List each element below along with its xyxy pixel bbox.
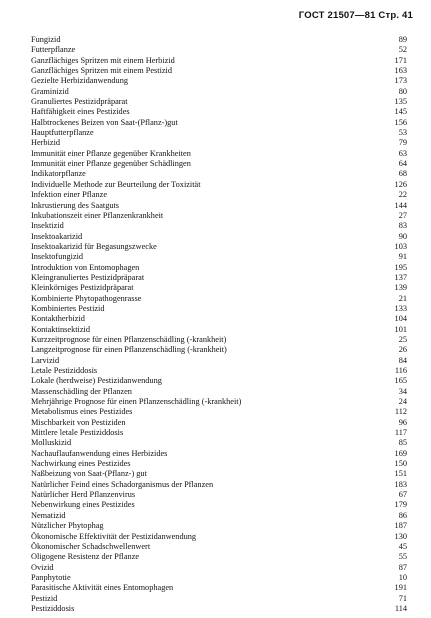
index-term: Hauptfutterpflanze <box>31 128 94 138</box>
index-page-ref: 133 <box>394 303 407 313</box>
index-term: Nützlicher Phytophag <box>31 521 104 531</box>
index-page-ref: 63 <box>398 148 407 158</box>
index-entry <box>31 76 407 86</box>
index-term: Ganzflächiges Spritzen mit einem Herbizid <box>31 55 175 65</box>
index-entry <box>31 169 407 179</box>
index-entry <box>31 356 407 366</box>
index-entry <box>31 604 407 614</box>
index-entry <box>31 552 407 562</box>
index-term: Nachauflaufanwendung eines Herbizides <box>31 448 168 458</box>
index-entry <box>31 387 407 397</box>
standard-number: ГОСТ 21507—81 <box>298 10 376 21</box>
index-term: Letale Pestiziddosis <box>31 366 98 375</box>
index-page-ref: 117 <box>394 428 407 438</box>
index-term: Metabolismus eines Pestizides <box>31 407 133 417</box>
index-entry <box>31 480 407 490</box>
index-entry <box>31 149 407 159</box>
index-entry <box>31 469 407 479</box>
index-term: Nematizid <box>31 510 66 520</box>
index-entry <box>31 45 407 55</box>
index-term: Ovizid <box>31 562 54 572</box>
index-page-ref: 22 <box>398 190 407 200</box>
index-term: Insektoakarizid <box>31 231 83 241</box>
index-entry <box>31 583 407 593</box>
index-term: Nebenwirkung eines Pestizides <box>31 500 135 510</box>
index-page-ref: 116 <box>394 366 407 375</box>
index-term: Indikatorpflanze <box>31 169 86 179</box>
index-entry <box>31 335 407 345</box>
index-entry <box>31 418 407 428</box>
index-page-ref: 187 <box>394 521 407 531</box>
index-term: Fungizid <box>31 35 61 44</box>
index-page-ref: 139 <box>394 283 407 293</box>
index-page-ref: 55 <box>398 552 407 562</box>
index-page-ref: 179 <box>394 500 407 510</box>
index-entry <box>31 252 407 262</box>
index-term: Natürlicher Feind eines Schadorganismus der Pflanzen <box>31 479 214 489</box>
index-entry <box>31 449 407 459</box>
index-entry <box>31 190 407 200</box>
index-page-ref: 135 <box>394 97 407 107</box>
index-entry <box>31 397 407 407</box>
index-page-ref: 114 <box>394 603 407 613</box>
index-page-ref: 79 <box>398 138 407 148</box>
index-entry <box>31 594 407 604</box>
index-page-ref: 10 <box>398 572 407 582</box>
index-page-ref: 24 <box>398 397 407 407</box>
index-entry <box>31 242 407 252</box>
index-page-ref: 101 <box>394 324 407 334</box>
index-entry <box>31 542 407 552</box>
index-entry <box>31 563 407 573</box>
index-entry <box>31 87 407 97</box>
index-entry <box>31 325 407 335</box>
page-label: Стр. <box>378 10 400 21</box>
index-entry <box>31 211 407 221</box>
index-term: Mittlere letale Pestiziddosis <box>31 428 124 438</box>
index-term: Kontaktherbizid <box>31 314 85 324</box>
index-entry <box>31 221 407 231</box>
index-term: Haftfähigkeit eines Pestizides <box>31 107 130 117</box>
index-term: Individuelle Methode zur Beurteilung der Toxizität <box>31 179 201 189</box>
index-term: Kombinierte Phytopathogenrasse <box>31 293 142 303</box>
index-page-ref: 27 <box>398 210 407 220</box>
index-term: Ökonomische Effektivität der Pestizidanwendung <box>31 531 197 541</box>
index-page-ref: 191 <box>394 583 407 593</box>
index-page-ref: 156 <box>394 117 407 127</box>
index-page-ref: 87 <box>398 562 407 572</box>
index-page-ref: 90 <box>398 231 407 241</box>
index-term: Inkrustierung des Saatguts <box>31 200 120 210</box>
index-entries <box>31 35 407 614</box>
index-entry <box>31 304 407 314</box>
index-page-ref: 34 <box>398 386 407 396</box>
page-header <box>299 10 413 21</box>
index-term: Oligogene Resistenz der Pflanze <box>31 552 140 562</box>
index-page-ref: 165 <box>394 376 407 386</box>
index-term: Kleingranuliertes Pestizidpräparat <box>31 272 145 282</box>
index-entry <box>31 107 407 117</box>
index-term: Massenschädling der Pflanzen <box>31 386 132 396</box>
index-term: Immunität einer Pflanze gegenüber Krankheiten <box>31 148 191 158</box>
index-page-ref: 171 <box>394 55 407 65</box>
index-page-ref: 151 <box>394 469 407 479</box>
index-page-ref: 80 <box>398 86 407 96</box>
index-entry <box>31 294 407 304</box>
index-term: Infektion einer Pflanze <box>31 190 108 200</box>
index-term: Herbizid <box>31 138 61 148</box>
index-page-ref: 71 <box>398 593 407 603</box>
index-entry <box>31 263 407 273</box>
index-entry <box>31 180 407 190</box>
index-page-ref: 67 <box>398 490 407 500</box>
index-term: Insektizid <box>31 221 64 231</box>
index-entry <box>31 500 407 510</box>
index-term: Futterpflanze <box>31 45 76 55</box>
page-number: 41 <box>402 10 413 21</box>
index-term: Ökonomischer Schadschwellenwert <box>31 541 151 551</box>
index-entry <box>31 314 407 324</box>
index-page-ref: 150 <box>394 459 407 469</box>
index-entry <box>31 511 407 521</box>
index-entry <box>31 128 407 138</box>
index-page-ref: 26 <box>398 345 407 355</box>
index-entry <box>31 232 407 242</box>
index-term: Introduktion von Entomophagen <box>31 262 140 272</box>
index-entry <box>31 532 407 542</box>
index-page-ref: 64 <box>398 159 407 169</box>
index-entry <box>31 138 407 148</box>
index-page-ref: 130 <box>394 531 407 541</box>
index-page-ref: 45 <box>398 541 407 551</box>
index-term: Langzeitprognose für einen Pflanzenschädling (-krankheit) <box>31 345 227 355</box>
index-entry <box>31 56 407 66</box>
index-entry <box>31 97 407 107</box>
index-term: Mischbarkeit von Pestiziden <box>31 417 126 427</box>
index-term: Larvizid <box>31 355 60 365</box>
index-term: Graminizid <box>31 86 69 96</box>
index-entry <box>31 35 407 45</box>
index-entry <box>31 118 407 128</box>
index-entry <box>31 201 407 211</box>
index-term: Nachwirkung eines Pestizides <box>31 459 131 469</box>
index-entry <box>31 283 407 293</box>
index-term: Natürlicher Herd Pflanzenvirus <box>31 490 136 500</box>
index-page-ref: 53 <box>398 128 407 138</box>
index-entry <box>31 428 407 438</box>
index-entry <box>31 407 407 417</box>
index-page-ref: 173 <box>394 76 407 86</box>
index-page-ref: 25 <box>398 334 407 344</box>
index-term: Naßbeizung von Saat-(Pflanz-) gut <box>31 469 147 479</box>
index-term: Mehrjährige Prognose für einen Pflanzenschädling (-krankheit) <box>31 397 242 407</box>
index-term: Kombiniertes Pestizid <box>31 303 105 313</box>
index-term: Granuliertes Pestizidpräparat <box>31 97 128 107</box>
index-entry <box>31 66 407 76</box>
index-term: Ganzflächiges Spritzen mit einem Pestizid <box>31 66 173 76</box>
index-entry <box>31 521 407 531</box>
index-entry <box>31 459 407 469</box>
index-term: Kleinkörniges Pestizidpräparat <box>31 283 134 293</box>
index-page-ref: 96 <box>398 417 407 427</box>
index-page-ref: 137 <box>394 272 407 282</box>
index-term: Lokale (herdweise) Pestizidanwendung <box>31 376 162 386</box>
index-term: Insektoakarizid für Begasungszwecke <box>31 241 157 251</box>
index-term: Parasitische Aktivität eines Entomophagen <box>31 583 174 593</box>
index-page-ref: 91 <box>398 252 407 262</box>
index-page-ref: 103 <box>394 241 407 251</box>
index-page-ref: 89 <box>398 35 407 44</box>
index-page-ref: 195 <box>394 262 407 272</box>
index-entry <box>31 345 407 355</box>
index-page-ref: 169 <box>394 448 407 458</box>
index-page-ref: 145 <box>394 107 407 117</box>
index-page-ref: 85 <box>398 438 407 448</box>
index-entry <box>31 573 407 583</box>
index-entry <box>31 376 407 386</box>
index-page-ref: 112 <box>394 407 407 417</box>
index-term: Molluskizid <box>31 438 72 448</box>
index-page-ref: 68 <box>398 169 407 179</box>
index-page-ref: 163 <box>394 66 407 76</box>
index-term: Kurzzeitprognose für einen Pflanzenschädling (-krankheit) <box>31 334 227 344</box>
index-term: Halbtrockenes Beizen von Saat-(Pflanz-)gut <box>31 117 178 127</box>
index-term: Pestizid <box>31 593 58 603</box>
index-page-ref: 52 <box>398 45 407 55</box>
index-page-ref: 21 <box>398 293 407 303</box>
index-page-ref: 183 <box>394 479 407 489</box>
index-page-ref: 86 <box>398 510 407 520</box>
index-entry <box>31 366 407 376</box>
index-entry <box>31 490 407 500</box>
index-page-ref: 83 <box>398 221 407 231</box>
index-entry <box>31 273 407 283</box>
index-term: Insektofungizid <box>31 252 84 262</box>
index-entry <box>31 438 407 448</box>
index-page-ref: 84 <box>398 355 407 365</box>
index-term: Panphytotie <box>31 572 71 582</box>
index-entry <box>31 159 407 169</box>
index-page-ref: 144 <box>394 200 407 210</box>
index-term: Gezielte Herbizidanwendung <box>31 76 128 86</box>
index-page-ref: 126 <box>394 179 407 189</box>
index-term: Inkubationszeit einer Pflanzenkrankheit <box>31 210 164 220</box>
index-term: Kontaktinsektizid <box>31 324 90 334</box>
index-term: Pestiziddosis <box>31 603 75 613</box>
index-page-ref: 104 <box>394 314 407 324</box>
index-term: Immunität einer Pflanze gegenüber Schädlingen <box>31 159 191 169</box>
